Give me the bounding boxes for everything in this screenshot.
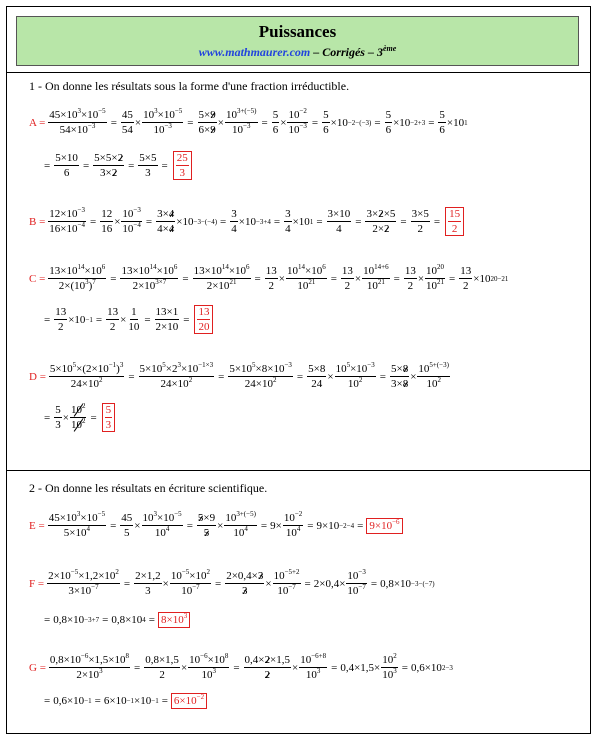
- part2-intro: 2 - On donne les résultats en écriture scientifique.: [29, 481, 268, 495]
- label-d: D =: [29, 370, 46, 383]
- label-f: F =: [29, 577, 45, 590]
- answer-b: $\frac{15}{2}$: [445, 207, 464, 236]
- separator-middle: [7, 470, 590, 471]
- grade-sup: ème: [382, 44, 397, 53]
- exercise-f-line1: F = $\frac{2\times 10^{-5}\times 1,2\times 10^2}{3\times 10^{-7}}$ = $\frac{2\times 1,2}{3}$ × $\frac{10^{-5}\times 10^2}{10^{-7}}$ = $\frac{2\times 0,4\times 3}{3}$ × $\frac{10^{-5+2}}{10^{-7}}$ = 2×0,4× $\frac{10^{-3}}{10^{-7}}$ = 0,8×10 −3−(−7): [29, 568, 435, 597]
- exercise-c-line2: = $\frac{13}{2}$ ×10 −1 = $\frac{13}{2}$ × $\frac{1}{10}$ = $\frac{13\times 1}{2\times 10}$ = $\frac{13}{20}$: [41, 305, 213, 334]
- answer-d: $\frac{5}{3}$: [102, 403, 116, 432]
- exercise-a-line2: = $\frac{5\times 10}{6}$ = $\frac{5\times 5\times 2}{3\times 2}$ = $\frac{5\times 5}{3}$ = $\frac{25}{3}$: [41, 151, 192, 180]
- exercise-g-line2: = 0,6×10 −1 = 6×10 −1 ×10 −1 = $6\times 10^{-2}$: [41, 693, 207, 709]
- exercise-c-line1: C = $\frac{13\times 10^{14}\times 10^6}{2\times(10^3)^7}$ = $\frac{13\times 10^{14}\times 10^6}{2\times 10^{3\times 7}}$ = $\frac{13\times 10^{14}\times 10^6}{2\times 10^{21}}$ = $\frac{13}{2}$ × $\frac{10^{14}\times 10^6}{10^{21}}$ = $\frac{13}{2}$ × $\frac{10^{14+6}}{10^{21}}$ = $\frac{13}{2}$ × $\frac{10^{20}}{10^{21}}$ = $\frac{13}{2}$ ×10 20−21: [29, 263, 509, 292]
- part1-intro: 1 - On donne les résultats sous la forme d'une fraction irréductible.: [29, 79, 350, 93]
- exercise-a-line1: A = $\frac{45\times 10^3\times 10^{-5}}{54\times 10^{-3}}$ = $\frac{45}{54}$ × $\frac{10^3\times 10^{-5}}{10^{-3}}$ = $\frac{5\times 9}{6\times 9}$ × $\frac{10^{3+(-5)}}{10^{-3}}$ = $\frac{5}{6}$ × $\frac{10^{-2}}{10^{-3}}$ = $\frac{5}{6}$ ×10 −2−(−3) = $\frac{5}{6}$ ×10 −2+3 = $\frac{5}{6}$ ×10 1: [29, 107, 468, 136]
- label-e: E =: [29, 519, 45, 532]
- subtitle-text: – Corrigés – 3: [310, 45, 383, 59]
- page-frame: [6, 6, 591, 734]
- answer-e: $9\times 10^{-6}$: [366, 518, 402, 534]
- site-link[interactable]: www.mathmaurer.com: [198, 45, 311, 59]
- exercise-f-line2: = 0,8×10 −3+7 = 0,8×10 4 = $8\times 10^3$: [41, 612, 190, 628]
- label-g: G =: [29, 661, 46, 674]
- answer-c: $\frac{13}{20}$: [194, 305, 213, 334]
- exercise-d-line1: D = $\frac{5\times 10^5\times(2\times 10^{-1})^3}{24\times 10^2}$ = $\frac{5\times 10^5\times 2^3\times 10^{-1\times 3}}{24\times 10^2}$ = $\frac{5\times 10^5\times 8\times 10^{-3}}{24\times 10^2}$ = $\frac{5\times 8}{24}$ × $\frac{10^5\times 10^{-3}}{10^2}$ = $\frac{5\times 8}{3\times 8}$ × $\frac{10^{5+(-3)}}{10^2}$: [29, 361, 449, 390]
- separator-top: [7, 72, 590, 73]
- page-subtitle: [17, 45, 578, 60]
- answer-a: $\frac{25}{3}$: [173, 151, 192, 180]
- label-a: A =: [29, 116, 46, 129]
- title-banner: [16, 16, 579, 66]
- exercise-b-line1: B = $\frac{12\times 10^{-3}}{16\times 10^{-4}}$ = $\frac{12}{16}$ × $\frac{10^{-3}}{10^{-4}}$ = $\frac{3\times 4}{4\times 4}$ ×10 −3−(−4) = $\frac{3}{4}$ ×10 −3+4 = $\frac{3}{4}$ ×10 1 = $\frac{3\times 10}{4}$ = $\frac{3\times 2\times 5}{2\times 2}$ = $\frac{3\times 5}{2}$ = $\frac{15}{2}$: [29, 207, 464, 236]
- label-c: C =: [29, 272, 46, 285]
- page-title: Puissances: [258, 22, 337, 41]
- exercise-g-line1: G = $\frac{0,8\times 10^{-6}\times 1,5\times 10^8}{2\times 10^3}$ = $\frac{0,8\times 1,5}{2}$ × $\frac{10^{-6}\times 10^8}{10^3}$ = $\frac{0,4\times 2\times 1,5}{2}$ × $\frac{10^{-6+8}}{10^3}$ = 0,4×1,5× $\frac{10^2}{10^3}$ = 0,6×10 2−3: [29, 652, 453, 681]
- exercise-d-line2: = $\frac{5}{3}$ × $\frac{10^2}{10^2}$ = $\frac{5}{3}$: [41, 403, 115, 432]
- exercise-e-line1: E = $\frac{45\times 10^3\times 10^{-5}}{5\times 10^4}$ = $\frac{45}{5}$ × $\frac{10^3\times 10^{-5}}{10^4}$ = $\frac{5\times 9}{5}$ × $\frac{10^{3+(-5)}}{10^4}$ = 9× $\frac{10^{-2}}{10^4}$ = 9×10 −2−4 = $9\times 10^{-6}$: [29, 512, 403, 539]
- answer-f: $8\times 10^3$: [158, 612, 190, 628]
- label-b: B =: [29, 215, 46, 228]
- answer-g: $6\times 10^{-2}$: [171, 693, 207, 709]
